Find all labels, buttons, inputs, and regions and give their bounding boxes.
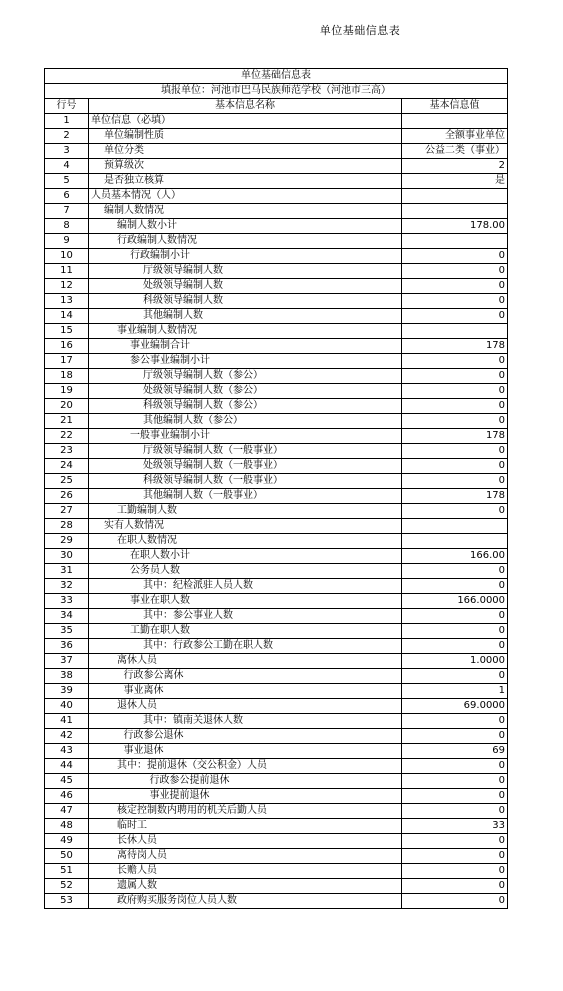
row-number: 52 xyxy=(45,879,89,894)
table-row xyxy=(45,639,508,654)
table-row xyxy=(45,429,508,444)
table-row xyxy=(45,789,508,804)
info-name: 事业退休 xyxy=(89,744,402,759)
info-name: 其中：提前退休（交公积金）人员 xyxy=(89,759,402,774)
info-value: 178 xyxy=(402,429,508,444)
reporting-unit: 填报单位：河池市巴马民族师范学校（河池市三高） xyxy=(45,84,508,99)
info-name: 事业提前退休 xyxy=(89,789,402,804)
info-name: 其中：行政参公工勤在职人数 xyxy=(89,639,402,654)
info-name: 厅级领导编制人数（一般事业） xyxy=(89,444,402,459)
info-name: 行政参公退休 xyxy=(89,729,402,744)
info-value: 0 xyxy=(402,714,508,729)
row-number: 23 xyxy=(45,444,89,459)
row-number: 16 xyxy=(45,339,89,354)
info-value: 0 xyxy=(402,879,508,894)
info-name: 行政参公离休 xyxy=(89,669,402,684)
info-value: 69 xyxy=(402,744,508,759)
row-number: 39 xyxy=(45,684,89,699)
info-value: 全额事业单位 xyxy=(402,129,508,144)
table-row xyxy=(45,519,508,534)
row-number: 4 xyxy=(45,159,89,174)
info-name: 预算级次 xyxy=(89,159,402,174)
info-name: 人员基本情况（人） xyxy=(89,189,402,204)
row-number: 44 xyxy=(45,759,89,774)
table-row xyxy=(45,234,508,249)
info-value: 0 xyxy=(402,294,508,309)
row-number: 14 xyxy=(45,309,89,324)
info-name: 科级领导编制人数（一般事业） xyxy=(89,474,402,489)
info-name: 编制人数小计 xyxy=(89,219,402,234)
info-name: 单位分类 xyxy=(89,144,402,159)
info-name: 其中：参公事业人数 xyxy=(89,609,402,624)
table-row xyxy=(45,669,508,684)
table-row xyxy=(45,159,508,174)
info-name: 离休人员 xyxy=(89,654,402,669)
info-name: 参公事业编制小计 xyxy=(89,354,402,369)
row-number: 26 xyxy=(45,489,89,504)
row-number: 11 xyxy=(45,264,89,279)
info-name: 遗属人数 xyxy=(89,879,402,894)
table-row xyxy=(45,699,508,714)
info-name: 实有人数情况 xyxy=(89,519,402,534)
info-value: 1.0000 xyxy=(402,654,508,669)
table-row xyxy=(45,864,508,879)
table-row xyxy=(45,249,508,264)
table-row xyxy=(45,849,508,864)
info-value: 0 xyxy=(402,609,508,624)
row-number: 43 xyxy=(45,744,89,759)
info-name: 事业离休 xyxy=(89,684,402,699)
row-number: 47 xyxy=(45,804,89,819)
info-name: 单位编制性质 xyxy=(89,129,402,144)
row-number: 9 xyxy=(45,234,89,249)
row-number: 48 xyxy=(45,819,89,834)
table-row xyxy=(45,339,508,354)
table-row xyxy=(45,309,508,324)
info-value xyxy=(402,234,508,249)
table-row xyxy=(45,504,508,519)
table-row xyxy=(45,489,508,504)
header-info-name: 基本信息名称 xyxy=(89,99,402,114)
info-value xyxy=(402,189,508,204)
info-name: 其他编制人数（一般事业） xyxy=(89,489,402,504)
info-value: 公益二类（事业） xyxy=(402,144,508,159)
row-number: 40 xyxy=(45,699,89,714)
header-info-value: 基本信息值 xyxy=(402,99,508,114)
info-value: 0 xyxy=(402,849,508,864)
table-row xyxy=(45,264,508,279)
row-number: 51 xyxy=(45,864,89,879)
info-name: 退休人员 xyxy=(89,699,402,714)
table-row xyxy=(45,369,508,384)
info-name: 单位信息（必填） xyxy=(89,114,402,129)
info-name: 事业在职人数 xyxy=(89,594,402,609)
table-row xyxy=(45,654,508,669)
table-row xyxy=(45,324,508,339)
info-value xyxy=(402,204,508,219)
row-number: 45 xyxy=(45,774,89,789)
info-name: 事业编制人数情况 xyxy=(89,324,402,339)
info-value: 0 xyxy=(402,459,508,474)
info-name: 处级领导编制人数 xyxy=(89,279,402,294)
row-number: 37 xyxy=(45,654,89,669)
info-value: 0 xyxy=(402,774,508,789)
row-number: 53 xyxy=(45,894,89,909)
info-value: 0 xyxy=(402,399,508,414)
info-name: 其他编制人数（参公） xyxy=(89,414,402,429)
row-number: 24 xyxy=(45,459,89,474)
table-row xyxy=(45,549,508,564)
row-number: 30 xyxy=(45,549,89,564)
info-value: 0 xyxy=(402,504,508,519)
table-row xyxy=(45,564,508,579)
row-number: 19 xyxy=(45,384,89,399)
info-value: 0 xyxy=(402,834,508,849)
row-number: 17 xyxy=(45,354,89,369)
info-name: 长休人员 xyxy=(89,834,402,849)
info-name: 长赡人员 xyxy=(89,864,402,879)
info-name: 处级领导编制人数（参公） xyxy=(89,384,402,399)
table-row xyxy=(45,279,508,294)
table-row xyxy=(45,294,508,309)
table-row xyxy=(45,774,508,789)
info-value: 0 xyxy=(402,474,508,489)
info-value: 1 xyxy=(402,684,508,699)
info-name: 在职人数小计 xyxy=(89,549,402,564)
row-number: 21 xyxy=(45,414,89,429)
info-name: 其中：镇南关退休人数 xyxy=(89,714,402,729)
table-row xyxy=(45,219,508,234)
table-title-row xyxy=(45,69,508,84)
table-row xyxy=(45,384,508,399)
info-name: 核定控制数内聘用的机关后勤人员 xyxy=(89,804,402,819)
row-number: 35 xyxy=(45,624,89,639)
info-value: 0 xyxy=(402,789,508,804)
header-row xyxy=(45,99,508,114)
info-value: 178 xyxy=(402,339,508,354)
info-name: 科级领导编制人数（参公） xyxy=(89,399,402,414)
row-number: 18 xyxy=(45,369,89,384)
info-name: 厅级领导编制人数 xyxy=(89,264,402,279)
info-name: 行政编制小计 xyxy=(89,249,402,264)
info-name: 行政编制人数情况 xyxy=(89,234,402,249)
row-number: 10 xyxy=(45,249,89,264)
table-row xyxy=(45,444,508,459)
row-number: 38 xyxy=(45,669,89,684)
table-row xyxy=(45,114,508,129)
row-number: 20 xyxy=(45,399,89,414)
table-row xyxy=(45,624,508,639)
info-value: 0 xyxy=(402,669,508,684)
info-value: 0 xyxy=(402,369,508,384)
table-title: 单位基础信息表 xyxy=(45,69,508,84)
info-value: 是 xyxy=(402,174,508,189)
info-value: 0 xyxy=(402,249,508,264)
info-value: 0 xyxy=(402,579,508,594)
info-value: 0 xyxy=(402,864,508,879)
info-name: 厅级领导编制人数（参公） xyxy=(89,369,402,384)
info-value: 2 xyxy=(402,159,508,174)
info-value: 178 xyxy=(402,489,508,504)
row-number: 6 xyxy=(45,189,89,204)
row-number: 5 xyxy=(45,174,89,189)
info-value: 166.0000 xyxy=(402,594,508,609)
info-name: 是否独立核算 xyxy=(89,174,402,189)
row-number: 27 xyxy=(45,504,89,519)
table-row xyxy=(45,414,508,429)
info-name: 行政参公提前退休 xyxy=(89,774,402,789)
row-number: 33 xyxy=(45,594,89,609)
info-name: 一般事业编制小计 xyxy=(89,429,402,444)
unit-row xyxy=(45,84,508,99)
table-row xyxy=(45,594,508,609)
info-name: 其中：纪检派驻人员人数 xyxy=(89,579,402,594)
page-title: 单位基础信息表 xyxy=(319,24,401,37)
table-row xyxy=(45,894,508,909)
info-value: 0 xyxy=(402,894,508,909)
info-value: 33 xyxy=(402,819,508,834)
info-value: 0 xyxy=(402,384,508,399)
header-row-number: 行号 xyxy=(45,99,89,114)
info-value: 0 xyxy=(402,309,508,324)
row-number: 28 xyxy=(45,519,89,534)
info-name: 事业编制合计 xyxy=(89,339,402,354)
table-row xyxy=(45,534,508,549)
row-number: 3 xyxy=(45,144,89,159)
row-number: 25 xyxy=(45,474,89,489)
table-row xyxy=(45,804,508,819)
info-name: 在职人数情况 xyxy=(89,534,402,549)
table-row xyxy=(45,399,508,414)
table-row xyxy=(45,474,508,489)
table-row xyxy=(45,714,508,729)
row-number: 29 xyxy=(45,534,89,549)
table-row xyxy=(45,144,508,159)
info-value: 0 xyxy=(402,729,508,744)
table-row xyxy=(45,819,508,834)
info-value: 178.00 xyxy=(402,219,508,234)
row-number: 34 xyxy=(45,609,89,624)
table-row xyxy=(45,834,508,849)
info-value: 0 xyxy=(402,759,508,774)
row-number: 22 xyxy=(45,429,89,444)
info-name: 处级领导编制人数（一般事业） xyxy=(89,459,402,474)
info-name: 临时工 xyxy=(89,819,402,834)
row-number: 1 xyxy=(45,114,89,129)
info-value: 0 xyxy=(402,624,508,639)
table-row xyxy=(45,129,508,144)
info-value xyxy=(402,324,508,339)
info-value: 0 xyxy=(402,414,508,429)
info-name: 公务员人数 xyxy=(89,564,402,579)
table-row xyxy=(45,579,508,594)
table-row xyxy=(45,459,508,474)
row-number: 8 xyxy=(45,219,89,234)
row-number: 50 xyxy=(45,849,89,864)
info-name: 工勤编制人数 xyxy=(89,504,402,519)
table-row xyxy=(45,759,508,774)
info-value xyxy=(402,534,508,549)
row-number: 49 xyxy=(45,834,89,849)
info-name: 其他编制人数 xyxy=(89,309,402,324)
info-value: 0 xyxy=(402,264,508,279)
info-value: 0 xyxy=(402,804,508,819)
table-row xyxy=(45,609,508,624)
row-number: 36 xyxy=(45,639,89,654)
row-number: 13 xyxy=(45,294,89,309)
info-value: 0 xyxy=(402,639,508,654)
row-number: 15 xyxy=(45,324,89,339)
info-value: 166.00 xyxy=(402,549,508,564)
row-number: 46 xyxy=(45,789,89,804)
table-row xyxy=(45,879,508,894)
row-number: 41 xyxy=(45,714,89,729)
table-row xyxy=(45,684,508,699)
info-name: 工勤在职人数 xyxy=(89,624,402,639)
table-row xyxy=(45,189,508,204)
info-name: 科级领导编制人数 xyxy=(89,294,402,309)
row-number: 12 xyxy=(45,279,89,294)
table-row xyxy=(45,729,508,744)
row-number: 7 xyxy=(45,204,89,219)
table-row xyxy=(45,174,508,189)
info-name: 离待岗人员 xyxy=(89,849,402,864)
info-value xyxy=(402,114,508,129)
info-value: 0 xyxy=(402,279,508,294)
row-number: 42 xyxy=(45,729,89,744)
table-row xyxy=(45,354,508,369)
info-name: 编制人数情况 xyxy=(89,204,402,219)
info-value xyxy=(402,519,508,534)
table-row xyxy=(45,744,508,759)
row-number: 31 xyxy=(45,564,89,579)
info-value: 0 xyxy=(402,354,508,369)
row-number: 32 xyxy=(45,579,89,594)
table-row xyxy=(45,204,508,219)
basic-info-table xyxy=(44,68,508,909)
info-name: 政府购买服务岗位人员人数 xyxy=(89,894,402,909)
info-value: 69.0000 xyxy=(402,699,508,714)
row-number: 2 xyxy=(45,129,89,144)
info-value: 0 xyxy=(402,564,508,579)
info-value: 0 xyxy=(402,444,508,459)
